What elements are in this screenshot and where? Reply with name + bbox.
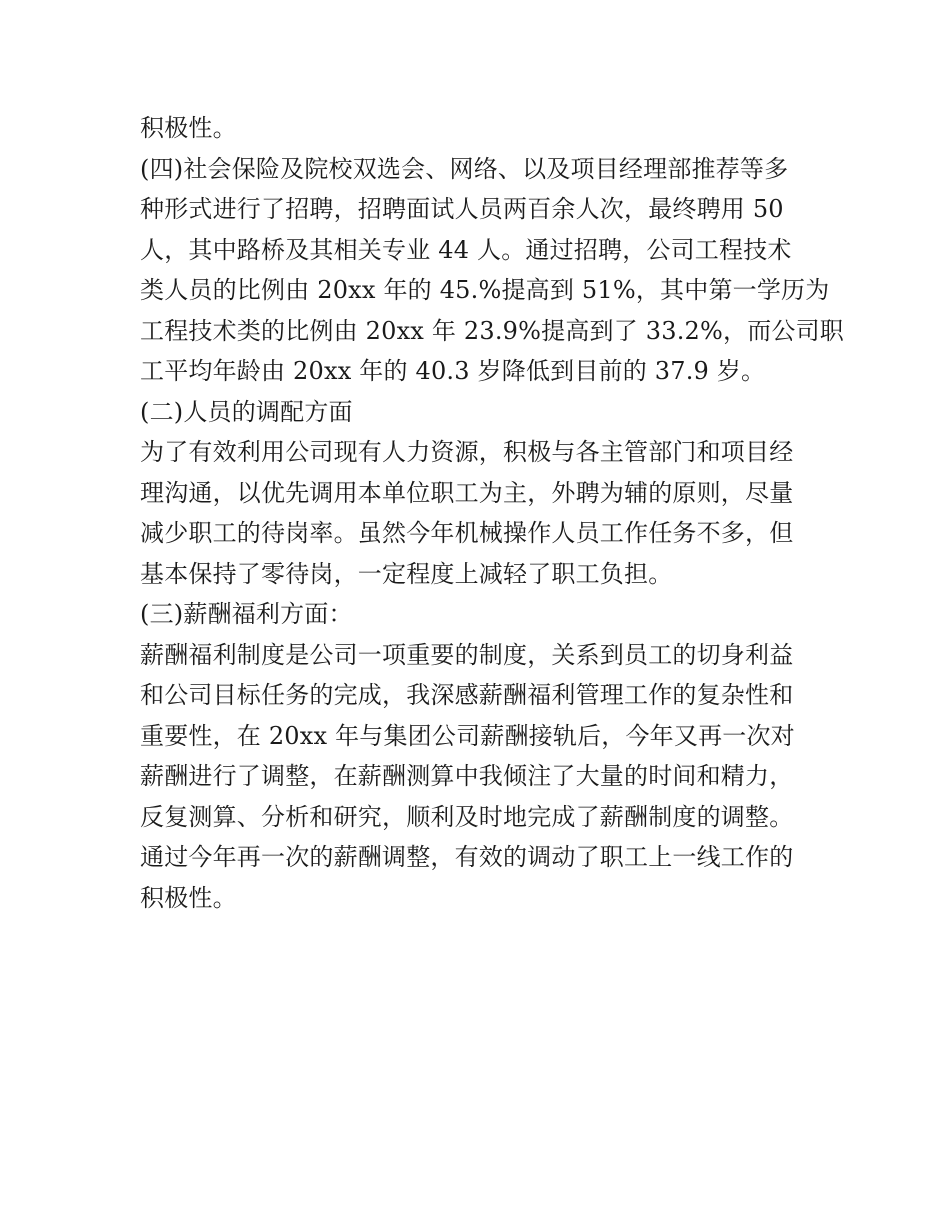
text-line: 通过今年再一次的薪酬调整，有效的调动了职工上一线工作的 [140, 843, 794, 871]
text-line: 人，其中路桥及其相关专业 44 人。通过招聘，公司工程技术 [140, 235, 792, 264]
text-line: 工平均年龄由 20xx 年的 40.3 岁降低到目前的 37.9 岁。 [140, 357, 766, 385]
document-body [140, 108, 845, 918]
text-line: 理沟通，以优先调用本单位职工为主，外聘为辅的原则，尽量 [140, 478, 794, 507]
text-line: 工程技术类的比例由 20xx 年 23.9%提高到了 33.2%，而公司职 [140, 316, 845, 345]
text-line: 积极性。 [140, 114, 237, 142]
text-line: 类人员的比例由 20xx 年的 45.%提高到 51%，其中第一学历为 [140, 276, 830, 304]
section-heading-two: (二)人员的调配方面 [140, 397, 353, 426]
text-line: 薪酬福利制度是公司一项重要的制度，关系到员工的切身利益 [140, 640, 794, 669]
section-heading-four: (四)社会保险及院校双选会、网络、以及项目经理部推荐等多 [140, 154, 789, 183]
section-heading-three: (三)薪酬福利方面： [140, 600, 353, 628]
text-line: 薪酬进行了调整，在薪酬测算中我倾注了大量的时间和精力， [140, 762, 794, 790]
text-line: 种形式进行了招聘，招聘面试人员两百余人次，最终聘用 50 [140, 195, 784, 223]
text-line: 重要性，在 20xx 年与集团公司薪酬接轨后，今年又再一次对 [140, 721, 795, 750]
text-line: 积极性。 [140, 883, 237, 912]
text-line: 和公司目标任务的完成，我深感薪酬福利管理工作的复杂性和 [140, 681, 794, 709]
text-line: 减少职工的待岗率。虽然今年机械操作人员工作任务不多，但 [140, 519, 794, 547]
text-line: 为了有效利用公司现有人力资源，积极与各主管部门和项目经 [140, 438, 794, 466]
text-line: 基本保持了零待岗，一定程度上减轻了职工负担。 [140, 559, 673, 588]
text-line: 反复测算、分析和研究，顺利及时地完成了薪酬制度的调整。 [140, 802, 794, 831]
